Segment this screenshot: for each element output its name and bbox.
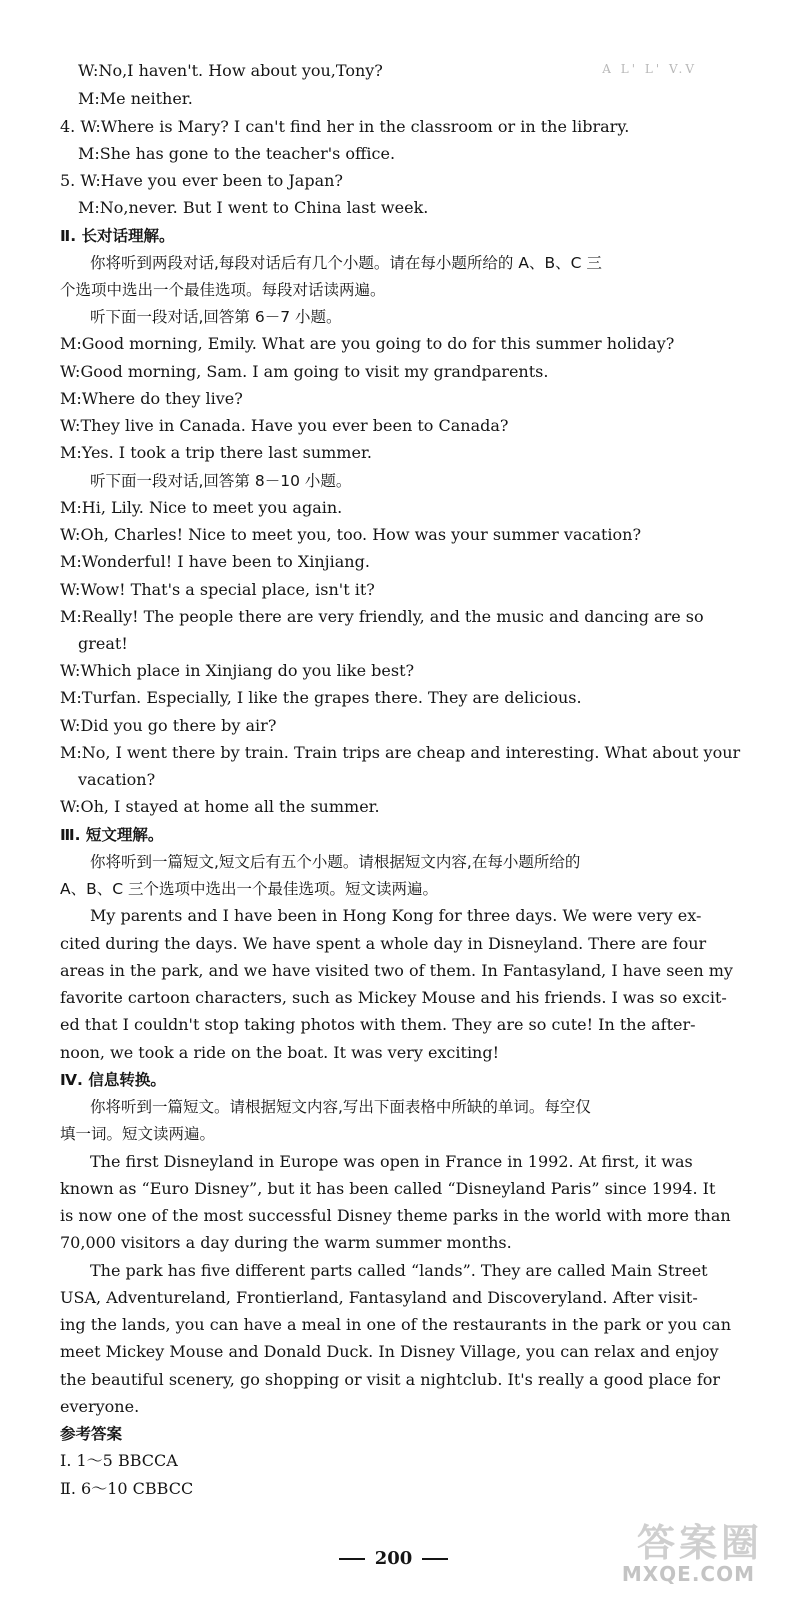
- instruction-line: 个选项中选出一个最佳选项。每段对话读两遍。: [60, 281, 386, 299]
- passage-line: ing the lands, you can have a meal in one of the restaurants in the park or you can: [60, 1315, 732, 1334]
- watermark: [553, 1512, 773, 1592]
- dialogue-line: W:Good morning, Sam. I am going to visit my grandparents.: [60, 362, 549, 381]
- dialogue-line: M:Turfan. Especially, I like the grapes there. They are delicious.: [60, 688, 582, 707]
- page-number-value: 200: [374, 1548, 413, 1569]
- instruction-line: 填一词。短文读两遍。: [60, 1125, 216, 1143]
- instruction-line: 你将听到一篇短文,短文后有五个小题。请根据短文内容,在每小题所给的: [90, 853, 581, 871]
- passage-line: areas in the park, and we have visited two of them. In Fantasyland, I have seen my: [60, 961, 733, 980]
- passage-line: meet Mickey Mouse and Donald Duck. In Disney Village, you can relax and enjoy: [60, 1342, 719, 1361]
- section-heading: Ⅱ. 长对话理解。: [60, 227, 175, 245]
- section-heading: Ⅳ. 信息转换。: [60, 1071, 166, 1089]
- dialogue-line: W:Which place in Xinjiang do you like best?: [60, 661, 415, 680]
- instruction-line: A、B、C 三个选项中选出一个最佳选项。短文读两遍。: [60, 880, 438, 898]
- dialogue-line: M:Where do they live?: [60, 389, 243, 408]
- passage-line: the beautiful scenery, go shopping or visit a nightclub. It's really a good place for: [60, 1370, 721, 1389]
- passage-line: known as “Euro Disney”, but it has been called “Disneyland Paris” since 1994. It: [60, 1179, 716, 1198]
- dialogue-line: great!: [78, 634, 128, 653]
- page-number-dash-right: [422, 1558, 448, 1560]
- dialogue-line: M:Really! The people there are very friendly, and the music and dancing are so: [60, 607, 704, 626]
- instruction-line: 听下面一段对话,回答第 6－7 小题。: [90, 308, 342, 326]
- dialogue-line: M:No, I went there by train. Train trips are cheap and interesting. What about your: [60, 743, 741, 762]
- watermark-logo-text: 答案圈: [636, 1521, 763, 1565]
- dialogue-line: M:Hi, Lily. Nice to meet you again.: [60, 498, 343, 517]
- dialogue-line: M:Yes. I took a trip there last summer.: [60, 443, 372, 462]
- passage-line: 70,000 visitors a day during the warm summer months.: [60, 1233, 512, 1252]
- section-heading: Ⅲ. 短文理解。: [60, 826, 164, 844]
- dialogue-line: 4. W:Where is Mary? I can't find her in the classroom or in the library.: [60, 117, 630, 136]
- passage-line: everyone.: [60, 1397, 140, 1416]
- passage-line: USA, Adventureland, Frontierland, Fantasyland and Discoveryland. After visit-: [60, 1288, 698, 1307]
- dialogue-line: vacation?: [78, 770, 156, 789]
- dialogue-line: W:No,I haven't. How about you,Tony?: [78, 61, 383, 80]
- dialogue-line: W:Did you go there by air?: [60, 716, 277, 735]
- dialogue-line: W:Oh, I stayed at home all the summer.: [60, 797, 380, 816]
- passage-line: ed that I couldn't stop taking photos with them. They are so cute! In the after-: [60, 1015, 696, 1034]
- instruction-line: 听下面一段对话,回答第 8－10 小题。: [90, 472, 352, 490]
- dialogue-line: M:No,never. But I went to China last week.: [78, 198, 429, 217]
- dialogue-line: M:Wonderful! I have been to Xinjiang.: [60, 552, 370, 571]
- dialogue-line: W:They live in Canada. Have you ever been to Canada?: [60, 416, 509, 435]
- answer-key-heading: 参考答案: [60, 1425, 123, 1443]
- dialogue-line: M:Me neither.: [78, 89, 193, 108]
- dialogue-line: 5. W:Have you ever been to Japan?: [60, 171, 343, 190]
- passage-line: The first Disneyland in Europe was open in France in 1992. At first, it was: [90, 1152, 693, 1171]
- passage-line: cited during the days. We have spent a whole day in Disneyland. There are four: [60, 934, 707, 953]
- passage-line: noon, we took a ride on the boat. It was very exciting!: [60, 1043, 500, 1062]
- page-number-dash-left: [339, 1558, 365, 1560]
- dialogue-line: M:Good morning, Emily. What are you going to do for this summer holiday?: [60, 334, 675, 353]
- passage-line: My parents and I have been in Hong Kong for three days. We were very ex-: [90, 906, 702, 925]
- answer-line: Ⅱ. 6～10 CBBCC: [60, 1479, 194, 1498]
- passage-line: The park has five different parts called “lands”. They are called Main Street: [90, 1261, 708, 1280]
- scan-artifact: A L' L' V.V: [602, 62, 697, 76]
- dialogue-line: W:Oh, Charles! Nice to meet you, too. How was your summer vacation?: [60, 525, 642, 544]
- dialogue-line: W:Wow! That's a special place, isn't it?: [60, 580, 375, 599]
- instruction-line: 你将听到两段对话,每段对话后有几个小题。请在每小题所给的 A、B、C 三: [90, 254, 602, 272]
- instruction-line: 你将听到一篇短文。请根据短文内容,写出下面表格中所缺的单词。每空仅: [90, 1098, 591, 1116]
- passage-line: is now one of the most successful Disney theme parks in the world with more than: [60, 1206, 731, 1225]
- answer-line: Ⅰ. 1～5 BBCCA: [60, 1451, 178, 1470]
- passage-line: favorite cartoon characters, such as Mickey Mouse and his friends. I was so excit-: [60, 988, 727, 1007]
- watermark-url: MXQE.COM: [621, 1562, 755, 1586]
- dialogue-line: M:She has gone to the teacher's office.: [78, 144, 396, 163]
